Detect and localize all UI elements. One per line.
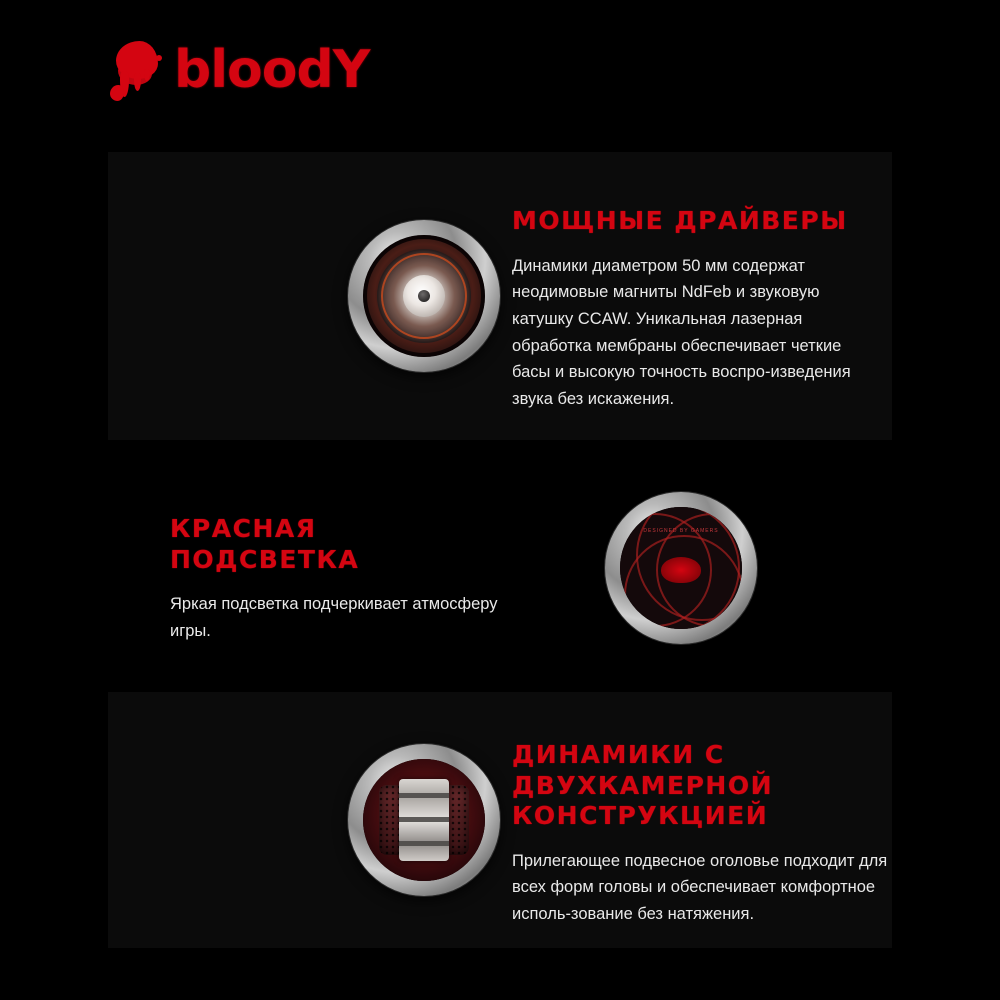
speaker-driver-cone-icon: [348, 220, 500, 372]
feature-body: Прилегающее подвесное оголовье подходит для всех форм головы и обеспечивает комфортное исполь-зование без натяжения.: [512, 851, 888, 923]
feature-block-dual-chamber: [108, 692, 892, 948]
feature-body: Динамики диаметром 50 мм содержат неодимовые магниты NdFeb и звуковую катушку CCAW. Уникальная лазерная обработка мембраны обеспечивает четкие басы и высокую точность воспро-изведения звука без искажения.: [512, 256, 851, 409]
feature-block-powerful-drivers: [108, 152, 892, 440]
dual-chamber-speaker-icon: [348, 744, 500, 896]
feature-heading: МОЩНЫЕ ДРАЙВЕРЫ: [512, 206, 848, 235]
feature-text-powerful-drivers: [512, 206, 862, 413]
feature-heading: ДИНАМИКИ С ДВУХКАМЕРНОЙ КОНСТРУКЦИЕЙ: [512, 740, 774, 830]
feature-heading: КРАСНАЯ ПОДСВЕТКА: [170, 514, 360, 574]
red-illuminated-earcup-icon: [605, 492, 757, 644]
feature-body: Яркая подсветка подчеркивает атмосферу игры.: [170, 595, 498, 640]
feature-block-red-backlight: [108, 472, 892, 664]
feature-text-dual-chamber: [512, 740, 892, 928]
brand-wordmark: bloodY: [174, 40, 370, 100]
bloody-blood-drop-icon: [108, 35, 170, 105]
brand-logo: [108, 30, 408, 110]
feature-text-red-backlight: [170, 514, 500, 644]
earcup-caption: DESIGNED BY GAMERS: [643, 527, 719, 534]
